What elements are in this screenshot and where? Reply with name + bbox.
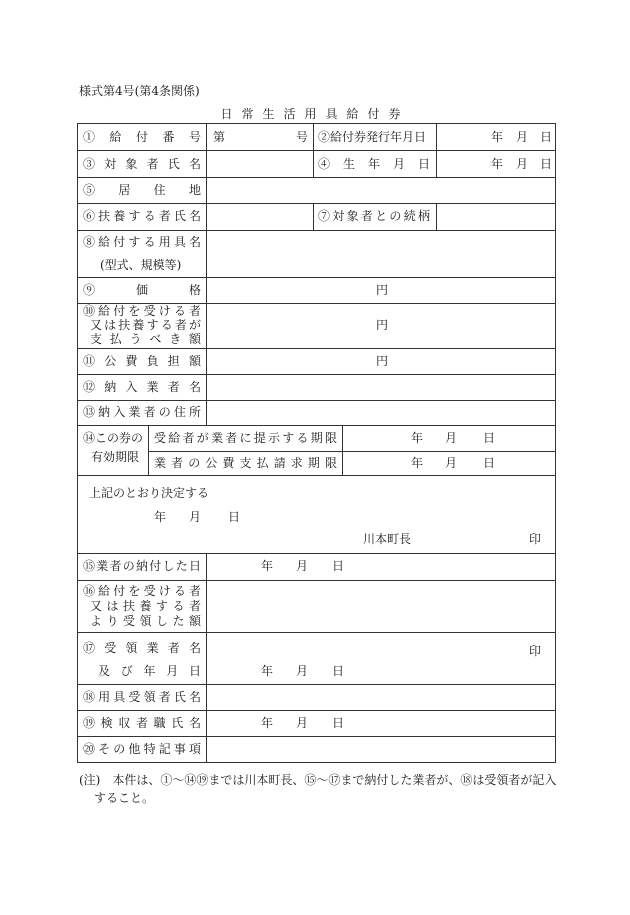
mayor-seal: 印 [529, 532, 542, 546]
claim-month: 月 [445, 456, 458, 470]
row-line [78, 684, 555, 685]
label-target-name: ③対象者氏名 [83, 157, 201, 171]
note-line-2: すること。 [94, 791, 155, 805]
label-vendor-name: ⑫納入業者名 [83, 380, 201, 394]
label-issue-date: ②給付券発行年月日 [318, 130, 427, 144]
birth-day: 日 [540, 157, 553, 171]
label-received-amount-1: ⑯給付を受ける者 [83, 584, 201, 598]
row-line [78, 177, 555, 178]
row-line [78, 736, 555, 737]
label-receiving-date: 及び年月日 [98, 664, 201, 678]
col-line [436, 203, 437, 230]
receiving-day: 日 [332, 664, 345, 678]
label-payable-amount-1: ⑩給付を受ける者 [83, 304, 201, 318]
label-relationship: ⑦対象者との続柄 [318, 209, 430, 223]
label-payable-amount-2: 又は扶養する者が [90, 318, 201, 332]
row-line [78, 230, 555, 231]
row-line [78, 150, 555, 151]
label-grant-number: ①給付番号 [83, 130, 201, 144]
row-line [78, 580, 555, 581]
label-received-amount-2: 又は扶養する者 [90, 599, 201, 613]
present-day: 日 [483, 431, 496, 445]
label-public-burden: ⑪公費負担額 [83, 354, 201, 368]
row-line [78, 374, 555, 375]
decision-text: 上記のとおり決定する [89, 486, 210, 500]
inspection-year: 年 [261, 716, 274, 730]
public-burden-yen: 円 [376, 354, 389, 368]
decision-year: 年 [154, 510, 167, 524]
note-line-1: (注) 本件は、①～⑭⑲までは川本町長、⑮～⑰まで納付した業者が、⑱は受領者が記入 [79, 773, 557, 787]
label-birth-date: ④生年月日 [318, 157, 430, 171]
label-validity-1: ⑭この券の [83, 431, 144, 445]
col-line [342, 425, 343, 475]
mayor-title: 川本町長 [363, 532, 412, 546]
present-year: 年 [411, 431, 424, 445]
label-price: ⑨価格 [83, 283, 201, 297]
label-vendor-address: ⑬納入業者の住所 [83, 405, 201, 419]
birth-year: 年 [491, 157, 504, 171]
col-line [206, 124, 207, 425]
row-line [148, 451, 555, 452]
inspection-day: 日 [332, 716, 345, 730]
grant-number-suffix: 号 [296, 130, 309, 144]
delivery-day: 日 [332, 559, 345, 573]
col-line [148, 425, 149, 475]
label-inspector-name: ⑲検収者職氏名 [83, 716, 201, 730]
label-validity-2: 有効期限 [91, 450, 140, 464]
label-special-notes: ⑳その他特記事項 [83, 742, 201, 756]
inspection-month: 月 [296, 716, 309, 730]
grant-number-prefix: 第 [213, 130, 226, 144]
col-line [313, 124, 314, 177]
form-code: 様式第4号(第4条関係) [79, 84, 200, 98]
issue-day: 日 [540, 130, 553, 144]
col-line [313, 203, 314, 230]
label-claim-deadline: 業者の公費支払請求期限 [154, 456, 337, 470]
row-line [78, 203, 555, 204]
price-yen: 円 [376, 283, 389, 297]
vendor-seal: 印 [529, 644, 542, 658]
row-line [78, 632, 555, 633]
row-line [78, 277, 555, 278]
delivery-year: 年 [261, 559, 274, 573]
label-equipment-model: (型式、規模等) [100, 258, 182, 272]
row-line [78, 348, 555, 349]
label-present-deadline: 受給者が業者に提示する期限 [154, 431, 337, 445]
label-supporter-name: ⑥扶養する者氏名 [83, 209, 201, 223]
col-line [206, 553, 207, 762]
birth-month: 月 [516, 157, 529, 171]
issue-month: 月 [516, 130, 529, 144]
label-payable-amount-3: 支払うべき額 [90, 332, 201, 346]
label-receiving-vendor: ⑰受領業者名 [83, 641, 201, 655]
row-line [78, 400, 555, 401]
present-month: 月 [445, 431, 458, 445]
label-recipient-name: ⑱用具受領者氏名 [83, 690, 201, 704]
col-line [436, 124, 437, 177]
row-line [78, 553, 555, 554]
label-received-amount-3: より受領した額 [90, 614, 201, 628]
claim-day: 日 [483, 456, 496, 470]
decision-day: 日 [228, 510, 241, 524]
page-title: 日常生活用具給付券 [220, 107, 410, 121]
row-line [78, 425, 555, 426]
claim-year: 年 [411, 456, 424, 470]
decision-month: 月 [189, 510, 202, 524]
payable-yen: 円 [376, 318, 389, 332]
form-table [77, 123, 556, 763]
row-line [78, 710, 555, 711]
delivery-month: 月 [296, 559, 309, 573]
label-delivery-date: ⑮業者の納付した日 [83, 559, 201, 573]
label-residence: ⑤居住地 [83, 183, 201, 197]
issue-year: 年 [491, 130, 504, 144]
receiving-year: 年 [261, 664, 274, 678]
row-line [78, 475, 555, 476]
receiving-month: 月 [296, 664, 309, 678]
label-equipment-name: ⑧給付する用具名 [83, 235, 201, 249]
